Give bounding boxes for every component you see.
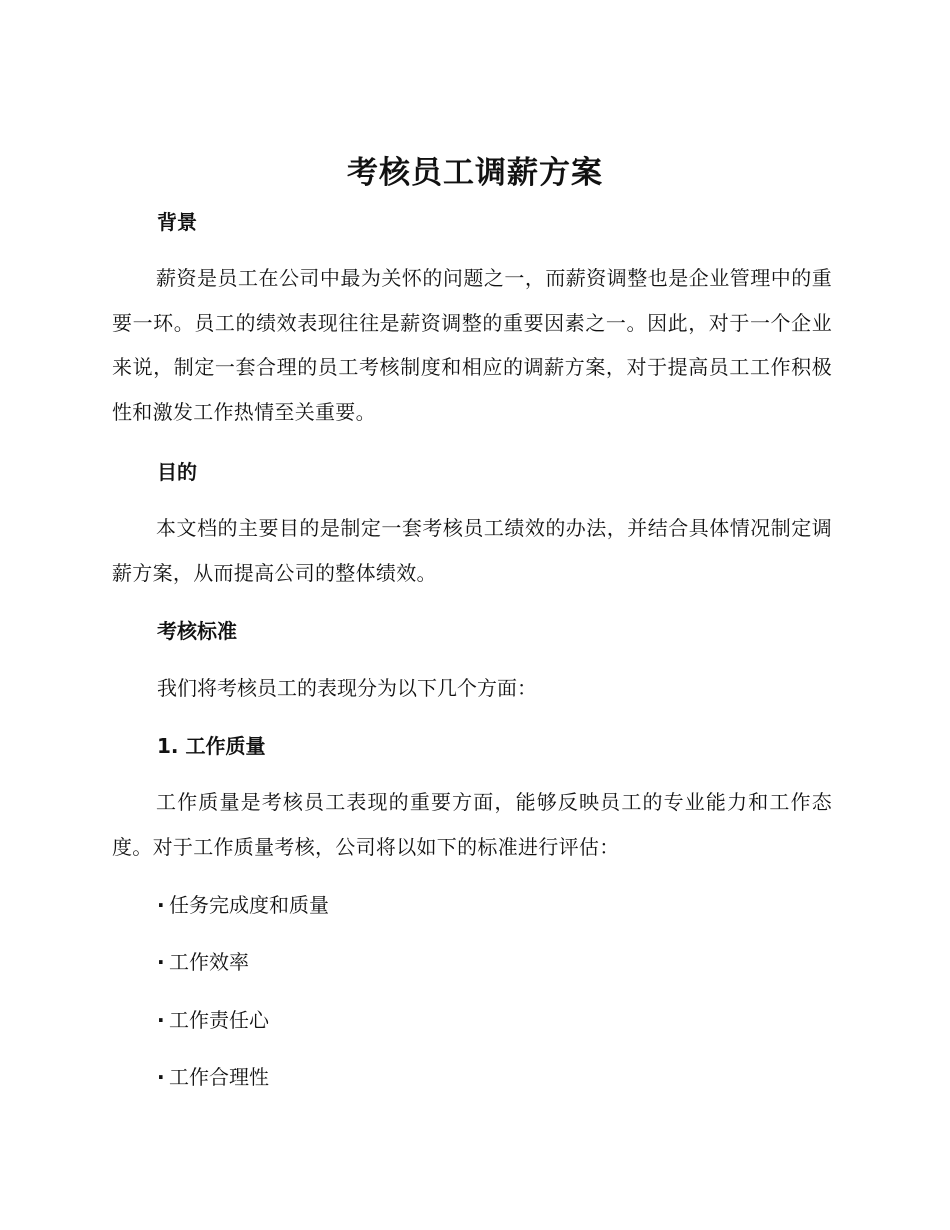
bullet-marker: · xyxy=(157,1008,165,1032)
list-item-text: 工作责任心 xyxy=(169,1008,269,1032)
purpose-paragraph: 本文档的主要目的是制定一套考核员工绩效的办法，并结合具体情况制定调薪方案，从而提高公司的整体绩效。 xyxy=(112,516,832,585)
quality-paragraph: 工作质量是考核员工表现的重要方面，能够反映员工的专业能力和工作态度。对于工作质量考核，公司将以如下的标准进行评估： xyxy=(112,790,832,859)
list-item xyxy=(157,1005,269,1035)
purpose-heading: 目的 xyxy=(157,460,197,484)
criteria-heading: 考核标准 xyxy=(157,619,237,643)
list-item xyxy=(157,890,329,920)
list-item-text: 工作效率 xyxy=(169,950,249,974)
bullet-marker: · xyxy=(157,1065,165,1089)
background-paragraph: 薪资是员工在公司中最为关怀的问题之一，而薪资调整也是企业管理中的重要一环。员工的绩效表现往往是薪资调整的重要因素之一。因此，对于一个企业来说，制定一套合理的员工考核制度和相应的调薪方案，对于提高员工工作积极性和激发工作热情至关重要。 xyxy=(112,266,832,425)
criteria-intro: 我们将考核员工的表现分为以下几个方面： xyxy=(157,676,537,700)
list-item xyxy=(157,947,249,977)
list-item xyxy=(157,1062,269,1092)
list-item-text: 任务完成度和质量 xyxy=(169,893,329,917)
list-item-text: 工作合理性 xyxy=(169,1065,269,1089)
bullet-marker: · xyxy=(157,893,165,917)
bullet-marker: · xyxy=(157,950,165,974)
document-title: 考核员工调薪方案 xyxy=(347,155,603,191)
background-heading: 背景 xyxy=(157,210,197,234)
quality-heading: 1. 工作质量 xyxy=(157,734,266,758)
